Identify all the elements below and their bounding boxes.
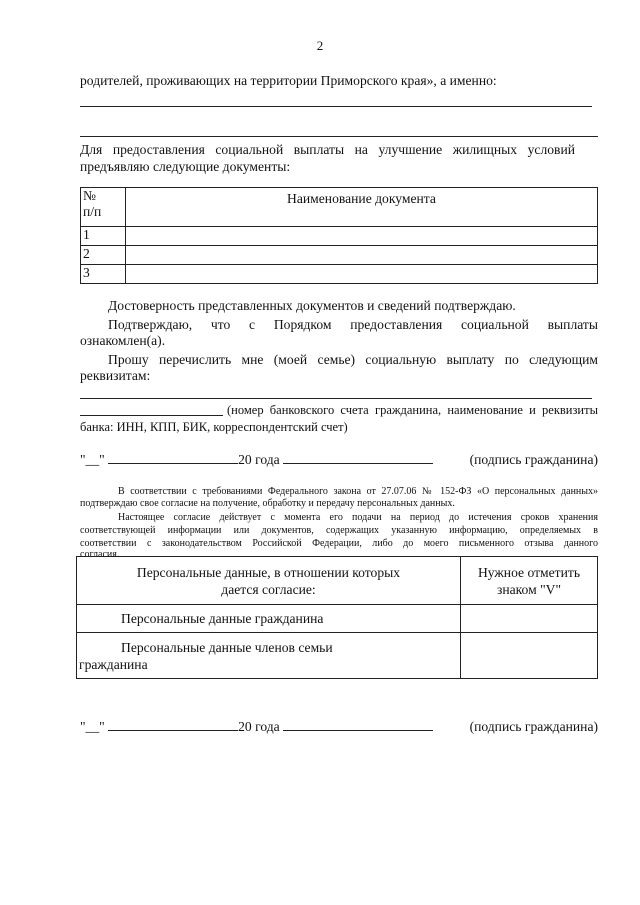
day-field[interactable]: "__"	[80, 719, 105, 734]
month-field[interactable]	[108, 451, 238, 464]
row-number: 1	[81, 227, 126, 246]
signature-field[interactable]	[283, 451, 433, 464]
year-word: года	[255, 719, 280, 734]
day-field[interactable]: "__"	[80, 452, 105, 467]
document-name-cell[interactable]	[126, 246, 598, 265]
month-field[interactable]	[108, 718, 238, 731]
table-row	[77, 633, 598, 679]
table-row	[81, 246, 598, 265]
signature-line	[80, 451, 600, 468]
consent-row-family-line2: гражданина	[79, 656, 148, 672]
consent-col1-header-line1: Персональные данные, в отношении которых	[136, 564, 401, 580]
consent-text-line4: соответствующей информации или документов, содержащих указанную информацию, определяемых в	[80, 525, 598, 536]
consent-col2-header-line1: Нужное отметить	[477, 564, 581, 580]
table-row	[81, 227, 598, 246]
year-prefix: 20	[238, 452, 252, 467]
bank-details-line[interactable]	[80, 398, 592, 399]
consent-text-line3: Настоящее согласие действует с момента его подачи на период до истечения сроков хранения	[118, 512, 598, 523]
page-number: 2	[316, 38, 324, 53]
consent-mark-cell[interactable]	[461, 605, 598, 633]
consent-col1-header-line2: дается согласие:	[221, 581, 316, 597]
row-number: 2	[81, 246, 126, 265]
consent-text-line2: подтверждаю свое согласие на получение, обработку и передачу персональных данных.	[80, 498, 455, 509]
signature-label: (подпись гражданина)	[469, 452, 598, 467]
signature-label: (подпись гражданина)	[469, 719, 598, 734]
year-prefix: 20	[238, 719, 252, 734]
bank-details-line[interactable]	[80, 415, 223, 416]
consent-col2-header-line2: знаком "V"	[496, 581, 562, 597]
consent-row-citizen: Персональные данные гражданина	[77, 605, 461, 633]
blank-line	[80, 136, 598, 137]
intro-line: родителей, проживающих на территории Приморского края», а именно:	[80, 73, 497, 88]
documents-table	[80, 187, 598, 284]
consent-mark-cell[interactable]	[461, 633, 598, 679]
consent-row-family-line1: Персональные данные членов семьи	[121, 639, 333, 655]
documents-para-line2: предъявляю следующие документы:	[80, 159, 291, 174]
consent-text-line6: согласия.	[80, 549, 120, 560]
consent-table-header	[77, 557, 598, 605]
blank-line	[80, 106, 592, 107]
row-number: 3	[81, 265, 126, 284]
num-header-line1: №	[83, 188, 96, 203]
documents-para-line1: Для предоставления социальной выплаты на улучшение жилищных условий	[80, 142, 575, 157]
bank-hint-line2: банка: ИНН, КПП, БИК, корреспондентский счет)	[80, 420, 348, 434]
document-name-cell[interactable]	[126, 227, 598, 246]
consent-col1-header	[77, 557, 461, 605]
documents-table-header	[81, 188, 598, 227]
year-word: года	[255, 452, 280, 467]
table-row	[77, 605, 598, 633]
consent-col2-header	[461, 557, 598, 605]
document-name-cell[interactable]	[126, 265, 598, 284]
confirm-order-line2: ознакомлен(а).	[80, 333, 166, 348]
consent-row-family	[77, 633, 461, 679]
confirm-docs: Достоверность представленных документов и сведений подтверждаю.	[108, 298, 516, 313]
bank-hint-line1: (номер банковского счета гражданина, наименование и реквизиты	[227, 403, 598, 417]
name-header: Наименование документа	[126, 188, 598, 227]
num-header-line2: п/п	[83, 204, 102, 219]
consent-text-line5: соответствии с законодательством Российской Федерации, либо до моего письменного отзыва данного	[80, 538, 598, 549]
transfer-request-line1: Прошу перечислить мне (моей семье) социальную выплату по следующим	[108, 352, 598, 367]
confirm-order-line1: Подтверждаю, что с Порядком предоставления социальной выплаты	[108, 317, 598, 332]
transfer-request-line2: реквизитам:	[80, 368, 151, 383]
table-row	[81, 265, 598, 284]
num-header	[81, 188, 126, 227]
signature-line	[80, 718, 600, 735]
consent-text-line1: В соответствии с требованиями Федерального закона от 27.07.06 № 152-ФЗ «О персональных данных»	[118, 486, 598, 497]
signature-field[interactable]	[283, 718, 433, 731]
consent-table	[76, 556, 598, 679]
